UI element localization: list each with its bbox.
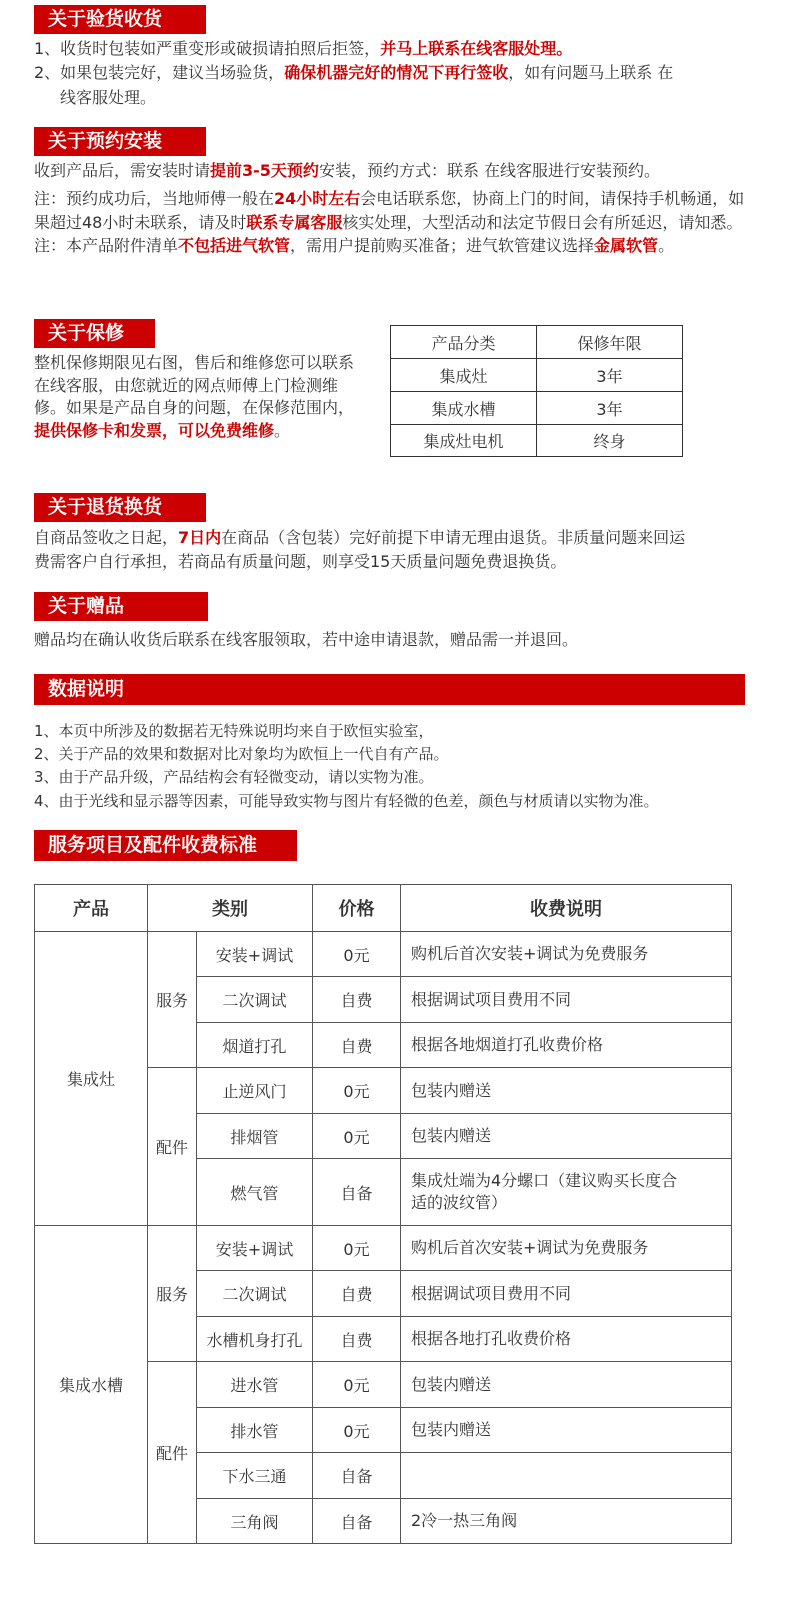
- fees-category: 服务: [148, 1226, 197, 1362]
- warranty-table: [390, 325, 683, 457]
- inspection-item-2: 2、如果包装完好，建议当场验货，确保机器完好的情况下再行签收，如有问题马上联系 在: [34, 63, 674, 82]
- installation-note: 注：预约成功后，当地师傅一般在24小时左右会电话联系您，协商上门的时间，请保持手机畅通，如果超过48小时未联系，请及时联系专属客服核实处理，大型活动和法定节假日会有所延迟，请知悉。注：本产品附件清单不包括进气软管，需用户提前购买准备；进气软管建议选择金属软管。: [34, 189, 745, 255]
- table-row: 燃气管 自备 集成灶端为4分螺口（建议购买长度合适的波纹管）: [35, 1159, 732, 1226]
- installation-title: 关于预约安装: [34, 127, 206, 156]
- fees-header-description: 收费说明: [401, 885, 732, 932]
- table-row: 烟道打孔 自费 根据各地烟道打孔收费价格: [35, 1023, 732, 1068]
- gifts-title: 关于赠品: [34, 592, 208, 621]
- table-row: 集成灶电机 终身: [391, 425, 683, 457]
- data-note-item: 1、本页中所涉及的数据若无特殊说明均来自于欧恒实验室，: [34, 722, 434, 740]
- table-row: 配件 进水管 0元 包装内赠送: [35, 1362, 732, 1408]
- inspection-title: 关于验货收货: [34, 5, 206, 34]
- warranty-text: 整机保修期限见右图，售后和维修您可以联系在线客服，由您就近的网点师傅上门检测维修。如果是产品自身的问题，在保修范围内，提供保修卡和发票，可以免费维修。: [34, 353, 355, 440]
- table-row: 二次调试 自费 根据调试项目费用不同: [35, 1271, 732, 1317]
- table-row: 水槽机身打孔 自费 根据各地打孔收费价格: [35, 1317, 732, 1362]
- data-note-title: 数据说明: [34, 674, 745, 705]
- table-row: 集成水槽 3年: [391, 392, 683, 425]
- fees-product: 集成水槽: [35, 1226, 148, 1544]
- data-note-item: 3、由于产品升级，产品结构会有轻微变动，请以实物为准。: [34, 768, 434, 786]
- data-note-item: 2、关于产品的效果和数据对比对象均为欧恒上一代自有产品。: [34, 745, 449, 763]
- warranty-title: 关于保修: [34, 319, 155, 348]
- table-row: 排烟管 0元 包装内赠送: [35, 1114, 732, 1159]
- fees-category: 服务: [148, 932, 197, 1068]
- fees-header-price: 价格: [313, 885, 401, 932]
- fees-product: 集成灶: [35, 932, 148, 1226]
- returns-line-2: 费需客户自行承担，若商品有质量问题，则享受15天质量问题免费退换货。: [34, 552, 567, 571]
- installation-line: 收到产品后，需安装时请提前3-5天预约安装，预约方式：联系 在线客服进行安装预约。: [34, 161, 661, 180]
- table-row: 集成灶 服务 安装+调试 0元 购机后首次安装+调试为免费服务: [35, 932, 732, 977]
- fees-header-category: 类别: [148, 885, 313, 932]
- table-row: 集成灶 3年: [391, 359, 683, 392]
- data-note-item: 4、由于光线和显示器等因素，可能导致实物与图片有轻微的色差，颜色与材质请以实物为准。: [34, 792, 659, 810]
- inspection-item-2-cont: 线客服处理。: [60, 88, 157, 107]
- table-row: 排水管 0元 包装内赠送: [35, 1408, 732, 1453]
- warranty-header-category: 产品分类: [391, 326, 537, 359]
- returns-title: 关于退货换货: [34, 493, 206, 522]
- fees-header-product: 产品: [35, 885, 148, 932]
- inspection-item-1: 1、收货时包装如严重变形或破损请拍照后拒签，并马上联系在线客服处理。: [34, 39, 573, 58]
- table-row: 三角阀 自备 2冷一热三角阀: [35, 1499, 732, 1544]
- returns-line-1: 自商品签收之日起，7日内在商品（含包装）完好前提下申请无理由退货。非质量问题来回运: [34, 528, 686, 547]
- gifts-line: 赠品均在确认收货后联系在线客服领取，若中途申请退款，赠品需一并退回。: [34, 630, 579, 649]
- fees-table: [34, 884, 732, 1544]
- table-row: 下水三通 自备: [35, 1453, 732, 1499]
- table-row: 二次调试 自费 根据调试项目费用不同: [35, 977, 732, 1023]
- fees-category: 配件: [148, 1362, 197, 1544]
- table-row: 集成水槽 服务 安装+调试 0元 购机后首次安装+调试为免费服务: [35, 1226, 732, 1271]
- fees-title: 服务项目及配件收费标准: [34, 830, 297, 861]
- table-row: 配件 止逆风门 0元 包装内赠送: [35, 1068, 732, 1114]
- warranty-header-period: 保修年限: [537, 326, 683, 359]
- fees-category: 配件: [148, 1068, 197, 1226]
